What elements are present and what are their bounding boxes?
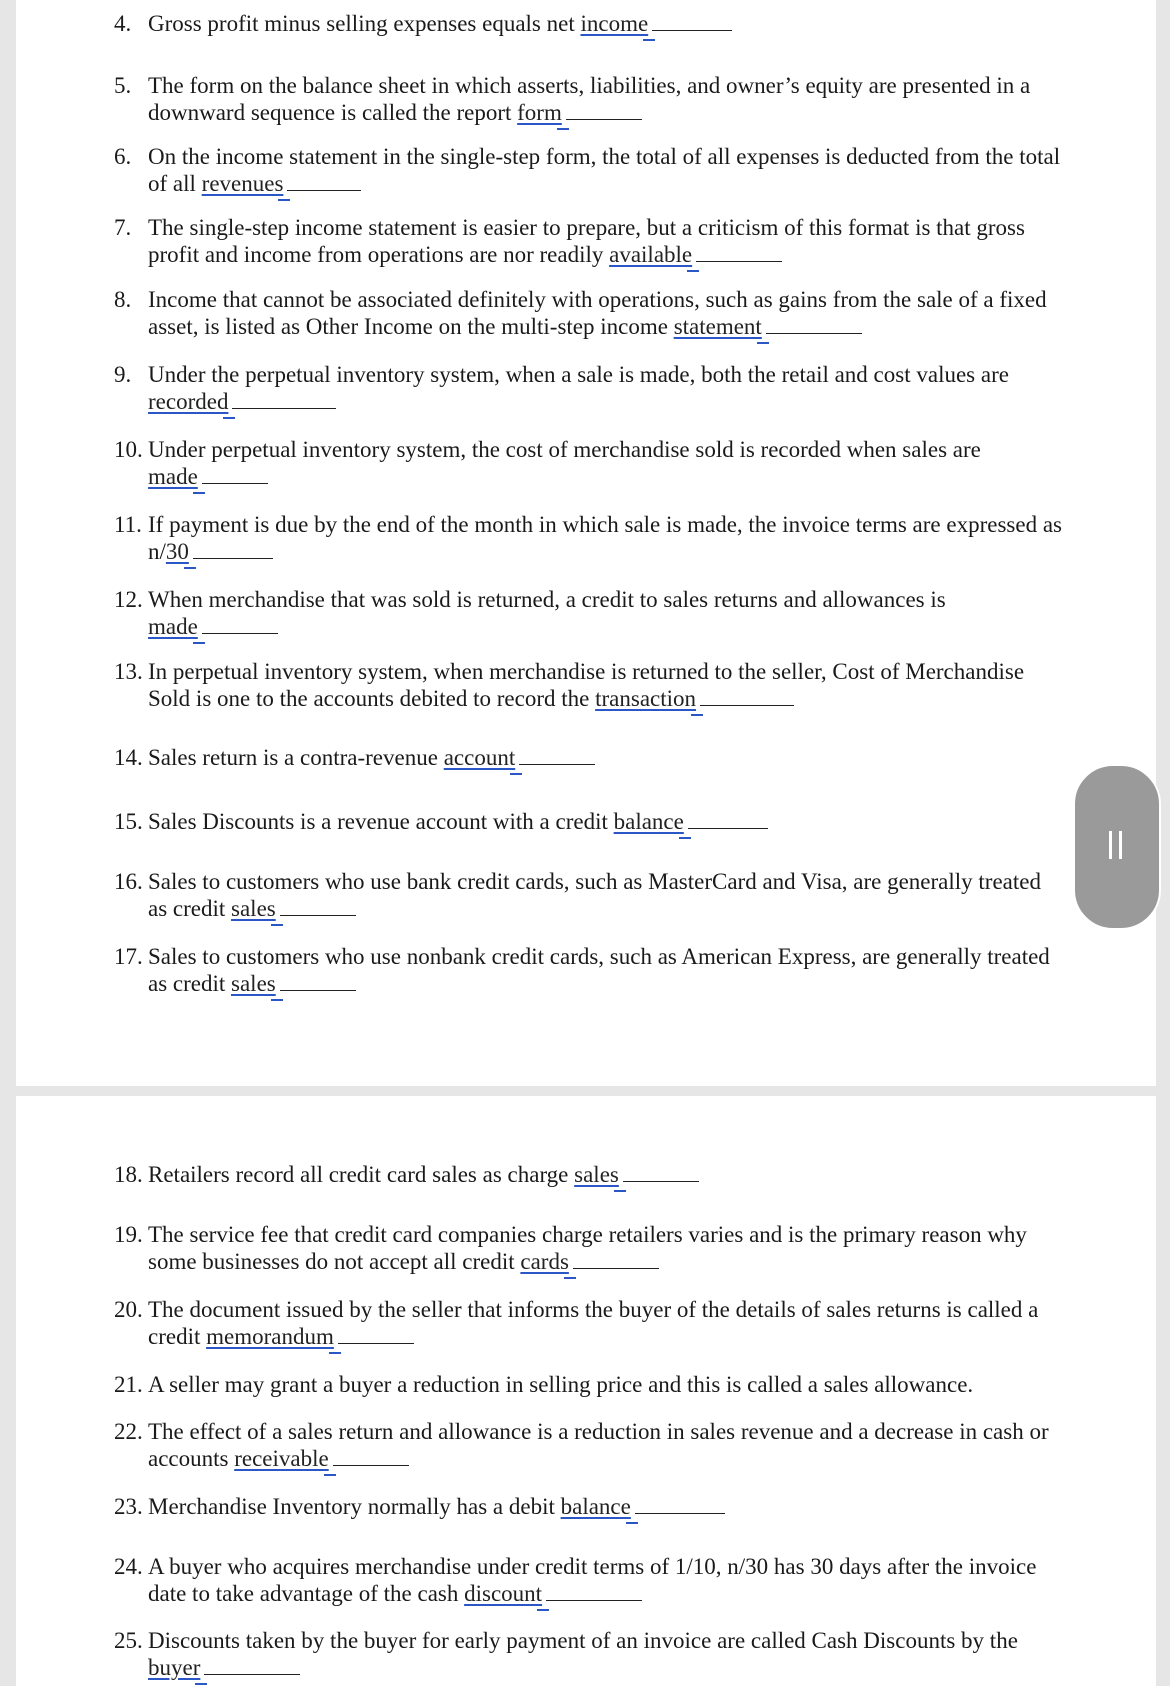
question-text-continued: credit bbox=[148, 1324, 201, 1349]
question-number: 23. bbox=[114, 1494, 143, 1519]
question-text-continued: as credit bbox=[148, 971, 226, 996]
question-22 bbox=[114, 1418, 1114, 1472]
question-number: 19. bbox=[114, 1222, 143, 1247]
answer-blank bbox=[202, 615, 278, 634]
question-11 bbox=[114, 511, 1114, 565]
question-text-continued: profit and income from operations are nor readily bbox=[148, 242, 604, 267]
answer-text[interactable]: cards bbox=[520, 1249, 569, 1274]
answer-text[interactable]: made bbox=[148, 614, 198, 639]
question-20 bbox=[114, 1296, 1114, 1350]
question-number: 11. bbox=[114, 512, 142, 537]
question-14 bbox=[114, 744, 1114, 771]
question-text-continued: asset, is listed as Other Income on the multi-step income bbox=[148, 314, 668, 339]
answer-text[interactable]: 30 bbox=[165, 539, 189, 564]
question-text: Under perpetual inventory system, the cost of merchandise sold is recorded when sales are bbox=[148, 437, 981, 462]
answer-blank bbox=[204, 1656, 300, 1675]
question-text: Retailers record all credit card sales as charge bbox=[148, 1162, 569, 1187]
question-text: Merchandise Inventory normally has a debit bbox=[148, 1494, 555, 1519]
question-4 bbox=[114, 10, 1114, 37]
question-number: 18. bbox=[114, 1162, 143, 1187]
scrollbar-handle[interactable] bbox=[1073, 764, 1161, 930]
answer-blank bbox=[566, 101, 642, 120]
answer-text[interactable]: discount bbox=[464, 1581, 543, 1606]
question-6 bbox=[114, 143, 1114, 197]
answer-text[interactable]: form bbox=[517, 100, 562, 125]
question-text: If payment is due by the end of the month in which sale is made, the invoice terms are expressed as bbox=[148, 512, 1062, 537]
document-page-2 bbox=[16, 1096, 1156, 1686]
question-number: 7. bbox=[114, 215, 132, 240]
question-text: The form on the balance sheet in which asserts, liabilities, and owner’s equity are presented in a bbox=[148, 73, 1031, 98]
answer-text[interactable]: sales bbox=[231, 896, 276, 921]
question-17 bbox=[114, 943, 1114, 997]
answer-text[interactable]: memorandum bbox=[206, 1324, 334, 1349]
answer-text[interactable]: revenues bbox=[201, 171, 284, 196]
answer-text[interactable]: sales bbox=[574, 1162, 619, 1187]
question-text: The effect of a sales return and allowance is a reduction in sales revenue and a decrease in cash or bbox=[148, 1419, 1049, 1444]
answer-blank bbox=[696, 243, 782, 262]
question-text: Income that cannot be associated definitely with operations, such as gains from the sale of a fixed bbox=[148, 287, 1047, 312]
answer-blank bbox=[766, 315, 862, 334]
question-number: 6. bbox=[114, 144, 132, 169]
answer-text[interactable]: balance bbox=[613, 809, 684, 834]
question-text: The document issued by the seller that informs the buyer of the details of sales returns is called a bbox=[148, 1297, 1039, 1322]
question-15 bbox=[114, 808, 1114, 835]
question-number: 21. bbox=[114, 1372, 143, 1397]
answer-blank bbox=[232, 390, 336, 409]
question-text: A seller may grant a buyer a reduction in selling price and this is called a sales allowance. bbox=[148, 1372, 974, 1397]
question-25 bbox=[114, 1627, 1114, 1681]
question-text-continued: as credit bbox=[148, 896, 226, 921]
answer-blank bbox=[519, 746, 595, 765]
question-number: 13. bbox=[114, 659, 143, 684]
answer-text[interactable]: income bbox=[580, 11, 649, 36]
question-number: 10. bbox=[114, 437, 143, 462]
answer-text[interactable]: account bbox=[443, 745, 516, 770]
question-24 bbox=[114, 1553, 1114, 1607]
answer-blank bbox=[635, 1495, 725, 1514]
question-text: In perpetual inventory system, when merchandise is returned to the seller, Cost of Merchandise bbox=[148, 659, 1025, 684]
drag-handle-icon bbox=[1119, 831, 1122, 859]
answer-blank bbox=[338, 1325, 414, 1344]
question-number: 9. bbox=[114, 362, 132, 387]
question-18 bbox=[114, 1161, 1114, 1188]
question-number: 8. bbox=[114, 287, 132, 312]
question-16 bbox=[114, 868, 1114, 922]
question-12 bbox=[114, 586, 1114, 640]
question-number: 4. bbox=[114, 11, 132, 36]
question-number: 20. bbox=[114, 1297, 143, 1322]
question-number: 22. bbox=[114, 1419, 143, 1444]
question-text: Sales Discounts is a revenue account with a credit bbox=[148, 809, 608, 834]
question-text: Sales to customers who use nonbank credit cards, such as American Express, are generally treated bbox=[148, 944, 1050, 969]
question-text-continued: some businesses do not accept all credit bbox=[148, 1249, 515, 1274]
question-text: The single-step income statement is easier to prepare, but a criticism of this format is that gross bbox=[148, 215, 1025, 240]
answer-text[interactable]: available bbox=[609, 242, 693, 267]
question-text: On the income statement in the single-step form, the total of all expenses is deducted from the total bbox=[148, 144, 1061, 169]
question-text-continued: n/ bbox=[148, 539, 166, 564]
answer-blank bbox=[193, 540, 273, 559]
answer-text[interactable]: sales bbox=[231, 971, 276, 996]
question-5 bbox=[114, 72, 1114, 126]
answer-text[interactable]: balance bbox=[560, 1494, 631, 1519]
answer-blank bbox=[652, 12, 732, 31]
answer-text[interactable]: statement bbox=[673, 314, 762, 339]
question-text: When merchandise that was sold is returned, a credit to sales returns and allowances is bbox=[148, 587, 946, 612]
question-7 bbox=[114, 214, 1114, 268]
answer-text[interactable]: transaction bbox=[595, 686, 697, 711]
answer-blank bbox=[333, 1447, 409, 1466]
question-19 bbox=[114, 1221, 1114, 1275]
question-10 bbox=[114, 436, 1114, 490]
question-text-continued: date to take advantage of the cash bbox=[148, 1581, 459, 1606]
answer-text[interactable]: recorded bbox=[148, 389, 229, 414]
question-number: 24. bbox=[114, 1554, 143, 1579]
question-text: Sales to customers who use bank credit cards, such as MasterCard and Visa, are generally treated bbox=[148, 869, 1041, 894]
question-number: 5. bbox=[114, 73, 132, 98]
question-text-continued: accounts bbox=[148, 1446, 229, 1471]
answer-blank bbox=[202, 465, 268, 484]
question-number: 16. bbox=[114, 869, 143, 894]
question-21 bbox=[114, 1371, 1114, 1398]
question-text-continued: Sold is one to the accounts debited to record the bbox=[148, 686, 590, 711]
question-number: 14. bbox=[114, 745, 143, 770]
answer-blank bbox=[287, 172, 361, 191]
question-text-continued: of all bbox=[148, 171, 196, 196]
question-number: 12. bbox=[114, 587, 143, 612]
question-text: Sales return is a contra-revenue bbox=[148, 745, 438, 770]
question-number: 25. bbox=[114, 1628, 143, 1653]
question-23 bbox=[114, 1493, 1114, 1520]
question-number: 15. bbox=[114, 809, 143, 834]
answer-blank bbox=[700, 687, 794, 706]
question-number: 17. bbox=[114, 944, 143, 969]
answer-blank bbox=[573, 1250, 659, 1269]
question-text-continued: downward sequence is called the report bbox=[148, 100, 512, 125]
answer-blank bbox=[623, 1163, 699, 1182]
answer-text[interactable]: made bbox=[148, 464, 198, 489]
question-8 bbox=[114, 286, 1114, 340]
question-text: A buyer who acquires merchandise under credit terms of 1/10, n/30 has 30 days after the invoice bbox=[148, 1554, 1037, 1579]
question-text: Discounts taken by the buyer for early payment of an invoice are called Cash Discounts by the bbox=[148, 1628, 1018, 1653]
question-text: Gross profit minus selling expenses equals net bbox=[148, 11, 575, 36]
question-13 bbox=[114, 658, 1114, 712]
question-text: Under the perpetual inventory system, when a sale is made, both the retail and cost values are bbox=[148, 362, 1009, 387]
document-page-1 bbox=[16, 0, 1156, 1086]
answer-blank bbox=[280, 897, 356, 916]
question-9 bbox=[114, 361, 1114, 415]
answer-blank bbox=[688, 810, 768, 829]
question-text: The service fee that credit card companies charge retailers varies and is the primary reason why bbox=[148, 1222, 1027, 1247]
drag-handle-icon bbox=[1109, 831, 1112, 859]
answer-text[interactable]: buyer bbox=[148, 1655, 201, 1680]
answer-text[interactable]: receivable bbox=[234, 1446, 329, 1471]
answer-blank bbox=[280, 972, 356, 991]
answer-blank bbox=[546, 1582, 642, 1601]
